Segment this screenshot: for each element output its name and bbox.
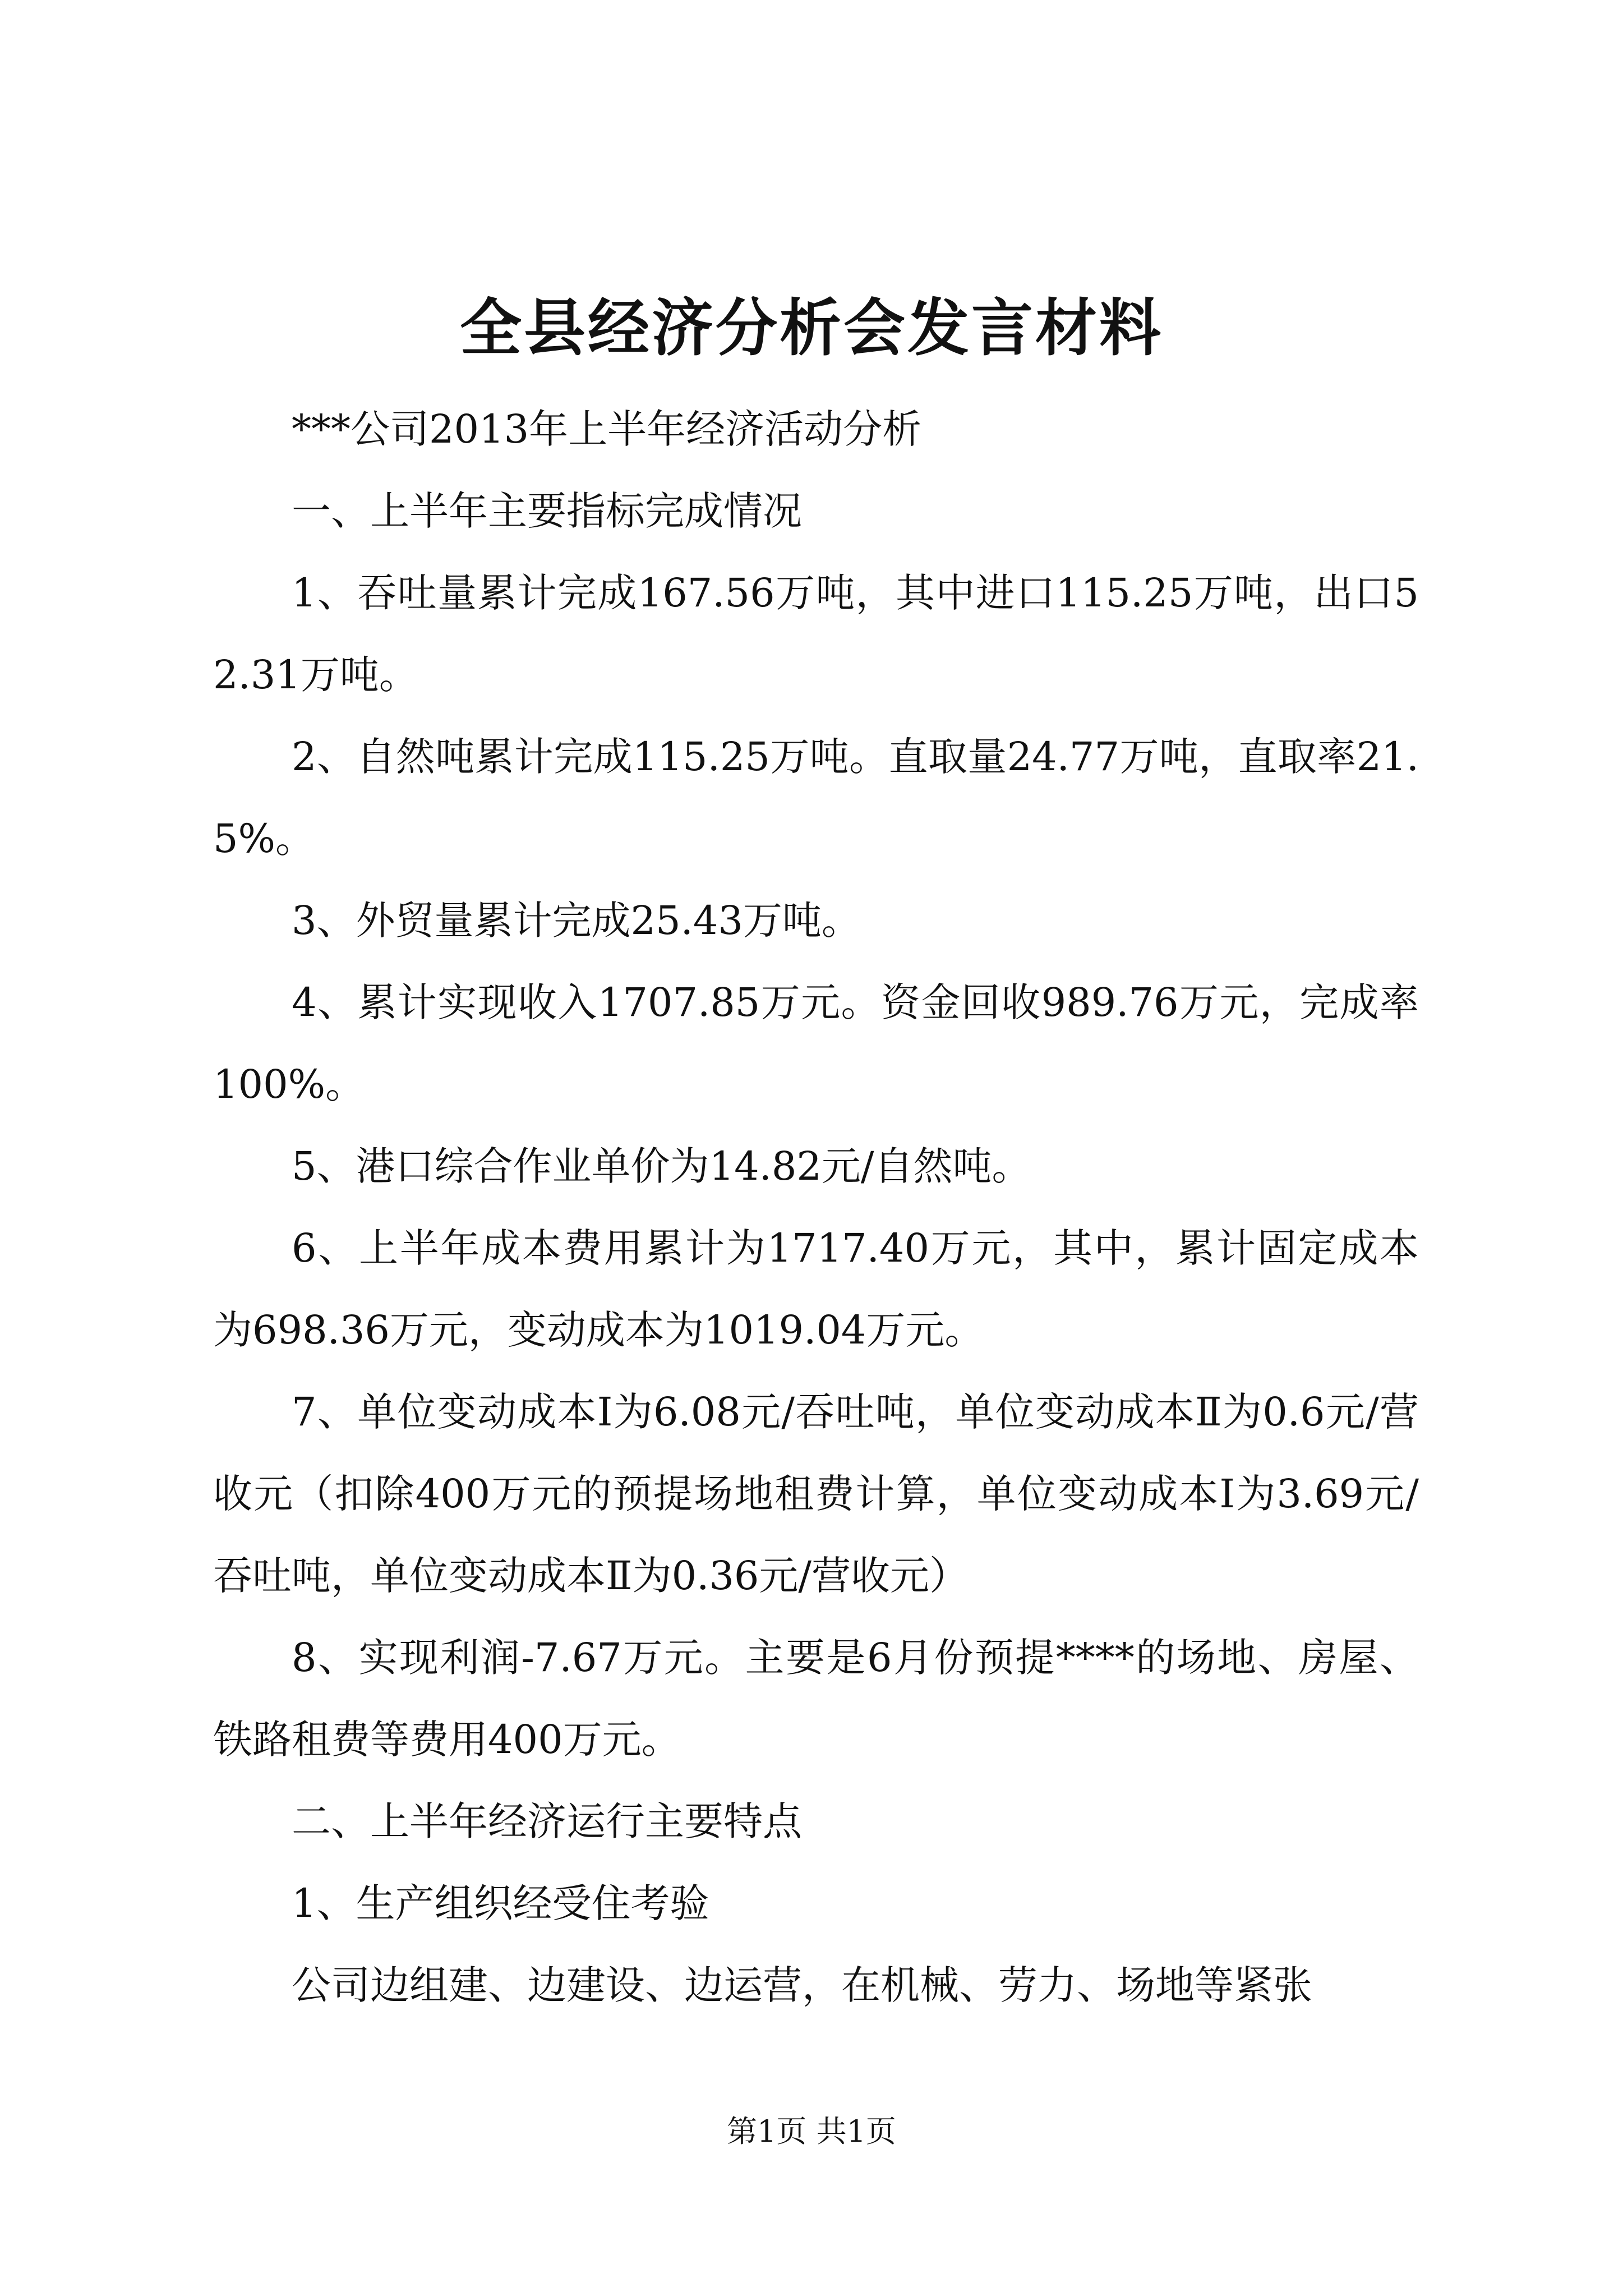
paragraph-subtitle: ***公司2013年上半年经济活动分析 [292,406,922,452]
paragraph-item-7: 7、单位变动成本Ⅰ为6.08元/吞吐吨，单位变动成本Ⅱ为0.6元/营收元（扣除400万元的预提场地租费计算，单位变动成本Ⅰ为3.69元/吞吐吨，单位变动成本Ⅱ为0.36元/营收元） [213,1389,1419,1599]
page-footer: 第1页 共1页 [727,2114,896,2149]
paragraph-body-text: 公司边组建、边建设、边运营，在机械、劳力、场地等紧张 [292,1962,1312,2008]
paragraph-item-6: 6、上半年成本费用累计为1717.40万元，其中，累计固定成本为698.36万元，变动成本为1019.04万元。 [213,1225,1419,1353]
section-heading-2: 二、上半年经济运行主要特点 [292,1798,802,1844]
paragraph-item-3: 3、外贸量累计完成25.43万吨。 [292,898,861,944]
section-heading-1: 一、上半年主要指标完成情况 [292,488,802,534]
document-body [213,388,1419,2026]
document-title: 全县经济分析会发言材料 [460,292,1163,364]
subsection-heading-1: 1、生产组织经受住考验 [292,1880,709,1926]
paragraph-item-4: 4、累计实现收入1707.85万元。资金回收989.76万元，完成率100%。 [213,979,1419,1107]
paragraph-item-1: 1、吞吐量累计完成167.56万吨，其中进口115.25万吨，出口52.31万吨。 [213,570,1419,698]
paragraph-item-5: 5、港口综合作业单价为14.82元/自然吨。 [292,1143,1031,1189]
paragraph-item-8: 8、实现利润-7.67万元。主要是6月份预提****的场地、房屋、铁路租费等费用400万元。 [213,1635,1419,1763]
paragraph-item-2: 2、自然吨累计完成115.25万吨。直取量24.77万吨，直取率21.5%。 [213,734,1419,862]
